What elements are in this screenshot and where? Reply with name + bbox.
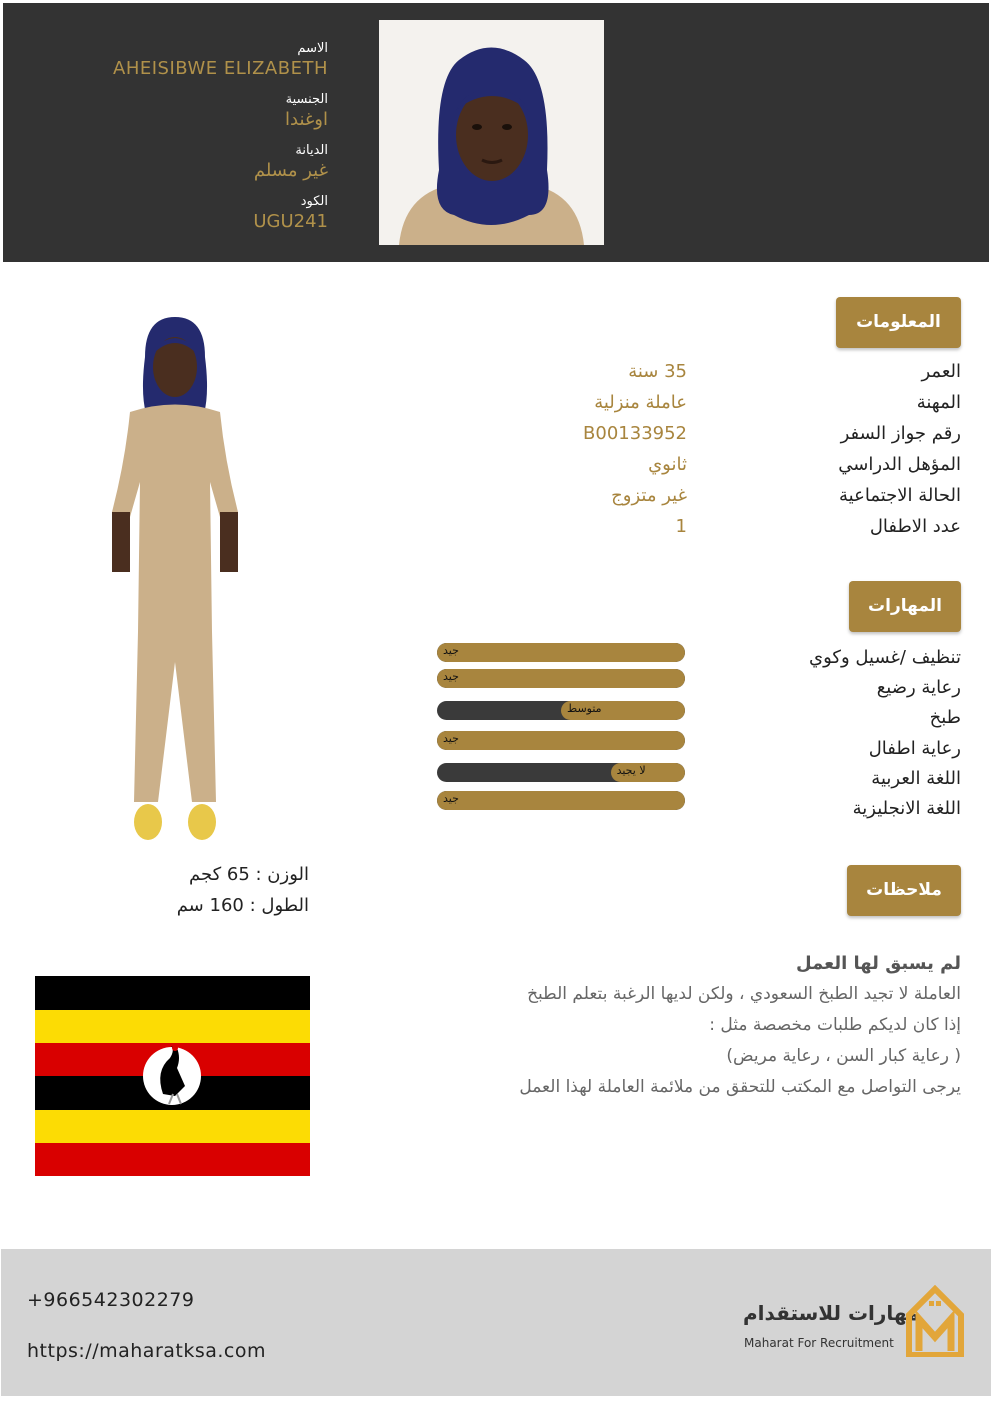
notes-text xyxy=(401,948,961,1103)
skill-level-text: جيد xyxy=(443,670,459,683)
notes-line: ( رعاية كبار السن ، رعاية مريض) xyxy=(726,1046,961,1066)
skill-label: اللغة العربية xyxy=(871,768,961,789)
page-footer xyxy=(1,1249,991,1396)
height-value: الطول : 160 سم xyxy=(176,895,309,916)
weight-value: الوزن : 65 كجم xyxy=(189,864,309,885)
marital-value: غير متزوج xyxy=(611,485,687,506)
skill-level-bar xyxy=(437,643,685,662)
contact-phone[interactable]: +966542302279 xyxy=(27,1289,195,1311)
skill-level-text: جيد xyxy=(443,644,459,657)
skills-section-title: المهارات xyxy=(849,581,961,632)
skill-label: رعاية رضيع xyxy=(876,677,961,698)
code-label: الكود xyxy=(300,194,328,209)
worker-name: AHEISIBWE ELIZABETH xyxy=(113,58,328,79)
education-label: المؤهل الدراسي xyxy=(838,454,961,475)
notes-heading: لم يسبق لها العمل xyxy=(796,953,961,974)
religion-label: الديانة xyxy=(295,143,328,158)
logo-english-text: Maharat For Recruitment xyxy=(744,1336,894,1350)
skill-level-text: لا يجيد xyxy=(616,764,646,777)
skill-label: طبخ xyxy=(929,707,961,728)
skill-label: رعاية اطفال xyxy=(868,738,961,759)
code-value: UGU241 xyxy=(253,211,328,232)
portrait-photo xyxy=(379,20,604,245)
full-body-photo xyxy=(100,312,250,847)
logo-arabic-text: مهارات للاستقدام xyxy=(743,1301,920,1325)
skill-level-bar xyxy=(437,731,685,750)
header-fields xyxy=(8,41,328,245)
skill-level-text: متوسط xyxy=(567,702,602,715)
skill-level-fill xyxy=(437,731,685,750)
children-value: 1 xyxy=(675,516,687,537)
skill-level-text: جيد xyxy=(443,792,459,805)
profile-header xyxy=(3,3,989,262)
skill-level-fill xyxy=(437,643,685,662)
passport-value: B00133952 xyxy=(583,423,687,444)
skill-level-bar xyxy=(437,791,685,810)
company-logo xyxy=(743,1285,973,1365)
passport-label: رقم جواز السفر xyxy=(840,423,961,444)
info-section-title: المعلومات xyxy=(836,297,961,348)
marital-label: الحالة الاجتماعية xyxy=(839,485,961,506)
skill-level-fill xyxy=(437,791,685,810)
notes-line: إذا كان لديكم طلبات مخصصة مثل : xyxy=(709,1015,961,1035)
skill-level-bar xyxy=(437,701,685,720)
profession-label: المهنة xyxy=(916,392,961,413)
notes-line: العاملة لا تجيد الطبخ السعودي ، ولكن لديها الرغبة بتعلم الطبخ xyxy=(527,984,961,1004)
notes-line: يرجى التواصل مع المكتب للتحقق من ملائمة العاملة لهذا العمل xyxy=(519,1077,961,1097)
nationality-label: الجنسية xyxy=(285,92,328,107)
skill-level-bar xyxy=(437,763,685,782)
nationality-value: اوغندا xyxy=(285,109,328,130)
skill-label: اللغة الانجليزية xyxy=(852,798,961,819)
uganda-flag-image xyxy=(35,976,310,1176)
profession-value: عاملة منزلية xyxy=(594,392,687,413)
skill-label: تنظيف /غسيل وكوي xyxy=(809,647,961,668)
skill-level-fill xyxy=(437,669,685,688)
house-icon xyxy=(905,1285,967,1357)
children-label: عدد الاطفال xyxy=(869,516,961,537)
name-label: الاسم xyxy=(297,41,328,56)
education-value: ثانوي xyxy=(648,454,687,475)
skill-level-bar xyxy=(437,669,685,688)
notes-section-title: ملاحظات xyxy=(847,865,961,916)
religion-value: غير مسلم xyxy=(253,160,328,181)
age-value: 35 سنة xyxy=(628,361,687,382)
skill-level-text: جيد xyxy=(443,732,459,745)
age-label: العمر xyxy=(921,361,961,382)
website-link[interactable]: https://maharatksa.com xyxy=(27,1340,267,1362)
